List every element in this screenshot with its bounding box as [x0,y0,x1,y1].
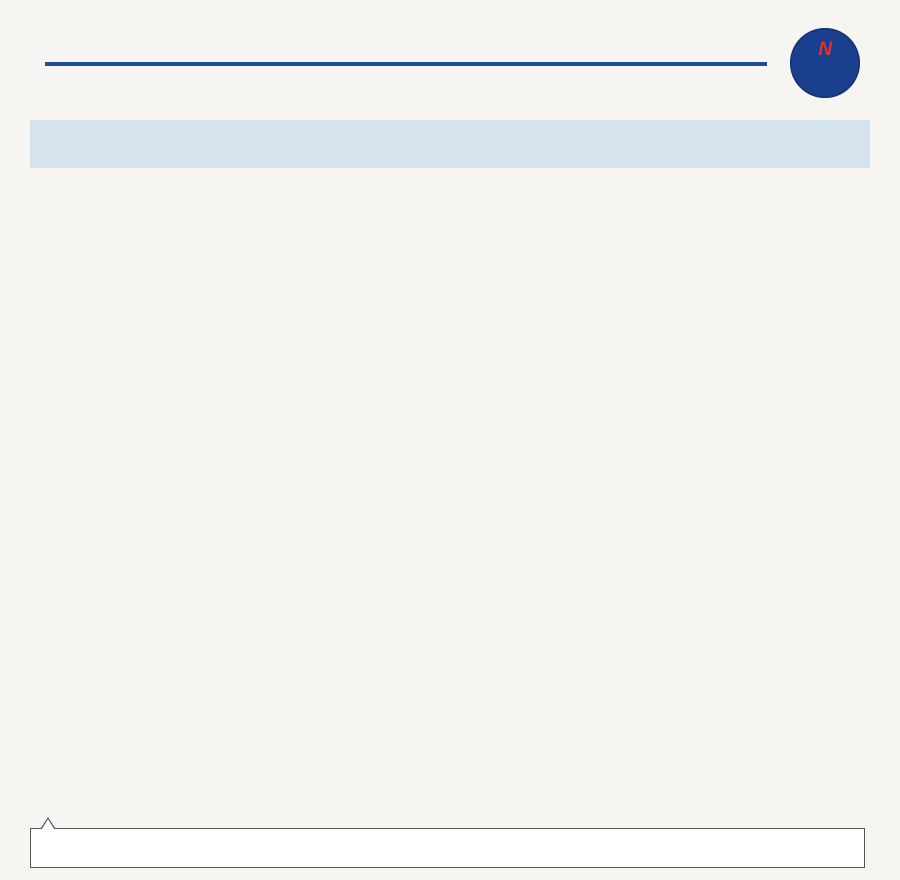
nbd-logo [790,28,860,98]
title-underline [45,62,767,66]
table-header-row [30,120,870,168]
header-branch-name [130,120,592,168]
callout-pointer-fill [42,819,54,829]
header-buy-amount [592,120,731,168]
header-sell-amount [731,120,870,168]
logo-text-top: N [818,39,832,60]
header-seq [30,120,130,168]
trade-summary-box [30,828,865,868]
dragon-tiger-table [30,120,870,168]
